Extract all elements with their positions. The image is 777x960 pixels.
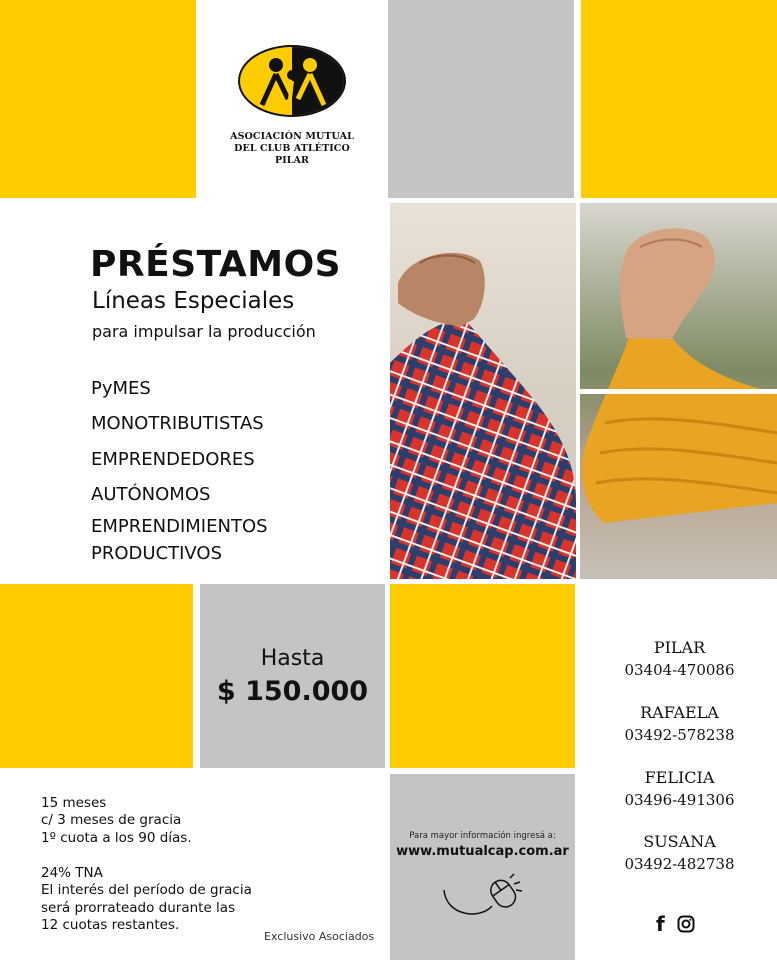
term-line-4: 24% TNA <box>41 865 103 881</box>
term-line-6: será prorrateado durante las <box>41 900 236 916</box>
term-line-1: 15 meses <box>41 795 107 811</box>
category-monotributistas: MONOTRIBUTISTAS <box>91 413 264 434</box>
facebook-icon[interactable]: f <box>656 912 665 936</box>
instagram-icon[interactable] <box>677 915 695 933</box>
branch-susana <box>582 831 777 875</box>
yellow-block-top-left <box>0 0 196 198</box>
exclusive-members-note: Exclusivo Asociados <box>264 930 375 943</box>
yellow-block-mid-center <box>390 584 575 768</box>
yellow-block-top-right <box>581 0 777 198</box>
branch-rafaela <box>582 702 777 746</box>
branch-phone[interactable]: 03496-491306 <box>624 791 735 809</box>
branch-name: FELICIA <box>644 768 715 787</box>
branch-name: SUSANA <box>643 832 716 851</box>
mutual-logo <box>222 45 362 167</box>
category-autonomos: AUTÓNOMOS <box>91 484 211 505</box>
offer-hasta-label: Hasta <box>260 646 325 671</box>
website-link[interactable]: www.mutualcap.com.ar <box>396 844 569 859</box>
page-title: PRÉSTAMOS <box>90 244 342 285</box>
photo-collage <box>390 203 777 579</box>
category-emprendimientos: EMPRENDIMIENTOS <box>91 516 268 537</box>
gray-block-info <box>390 774 575 960</box>
branch-name: PILAR <box>653 638 706 657</box>
branch-phone[interactable]: 03492-482738 <box>624 855 735 873</box>
logo-line-2: DEL CLUB ATLÉTICO PILAR <box>234 143 350 166</box>
term-line-3: 1º cuota a los 90 días. <box>41 830 192 846</box>
term-line-2: c/ 3 meses de gracia <box>41 812 182 828</box>
info-label: Para mayor información ingresá a: <box>409 831 556 841</box>
yellow-block-mid-left <box>0 584 193 768</box>
page-subtitle: Líneas Especiales <box>92 288 295 314</box>
page-tagline: para impulsar la producción <box>92 322 316 341</box>
offer-amount: $ 150.000 <box>216 676 369 707</box>
branch-phone[interactable]: 03404-470086 <box>624 661 735 679</box>
elbow-bump-photo <box>390 203 777 579</box>
branch-pilar <box>582 637 777 681</box>
branch-phone[interactable]: 03492-578238 <box>624 726 735 744</box>
mouse-click-icon <box>440 872 525 918</box>
branch-name: RAFAELA <box>640 703 719 722</box>
category-pymes: PyMES <box>91 378 151 399</box>
term-line-5: El interés del período de gracia <box>41 882 252 898</box>
logo-line-1: ASOCIACIÓN MUTUAL <box>230 131 354 142</box>
term-line-7: 12 cuotas restantes. <box>41 917 180 933</box>
branch-felicia <box>582 767 777 811</box>
category-productivos: PRODUCTIVOS <box>91 543 223 564</box>
gray-block-top-center <box>388 0 574 198</box>
category-emprendedores: EMPRENDEDORES <box>91 449 255 470</box>
logo-emblem <box>238 45 346 117</box>
